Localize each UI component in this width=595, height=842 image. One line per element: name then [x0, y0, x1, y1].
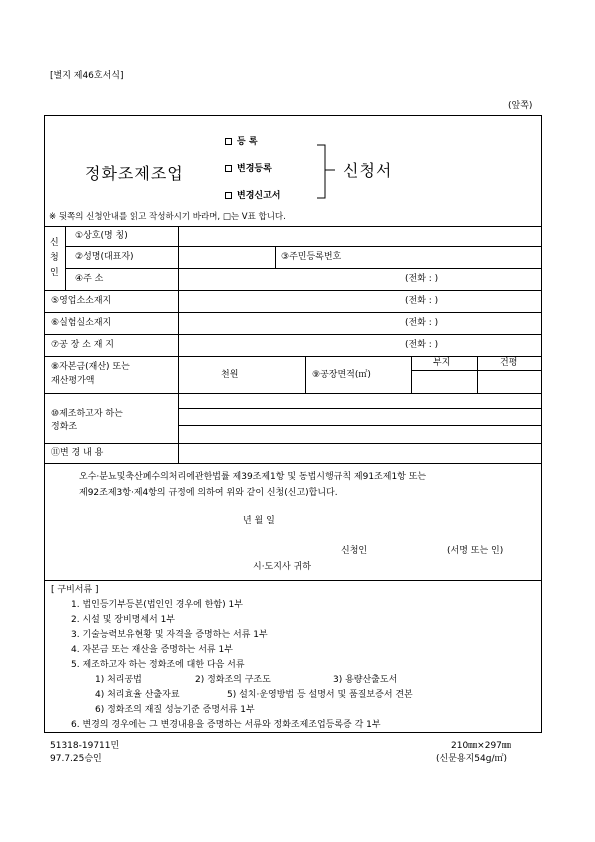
- document-item: 6. 변경의 경우에는 그 변경내용을 증명하는 서류와 정화조제조업등록증 각 1부: [71, 720, 381, 730]
- building-area-field[interactable]: [479, 372, 539, 391]
- changes-field[interactable]: [181, 446, 537, 461]
- footer-code: 51318-19711민: [50, 741, 120, 751]
- applicant-group-label-3: 인: [50, 268, 59, 278]
- representative-label: ②성명(대표자): [75, 252, 134, 262]
- addressee: 시·도지사 귀하: [253, 562, 311, 572]
- resident-id-field[interactable]: [365, 250, 535, 265]
- capital-unit: 천원: [221, 370, 239, 380]
- option-register[interactable]: 등 록: [225, 134, 258, 147]
- document-subitem: 3) 용량산출도서: [333, 675, 398, 685]
- company-name-field[interactable]: [181, 229, 537, 244]
- statement-line-1: 오수·분뇨및축산폐수의처리에관한법률 제39조제1항 및 동법시행규칙 제91조제1항 또는: [79, 472, 427, 482]
- footer-paper-size: 210㎜×297㎜: [451, 741, 511, 751]
- document-subitem: 5) 설치·운영방법 등 설명서 및 품질보증서 견본: [227, 690, 413, 700]
- changes-label: ⑪변 경 내 용: [51, 448, 104, 458]
- factory-area-label: ⑨공장면적(㎡): [312, 370, 371, 380]
- application-form: [44, 115, 542, 733]
- page-side-label: (앞쪽): [508, 101, 533, 111]
- footer-paper-type: (신문용지54g/㎡): [436, 754, 507, 764]
- document-subitem: 2) 정화조의 구조도: [195, 675, 271, 685]
- notice-text: ※ 뒷쪽의 신청안내를 읽고 작성하시기 바라며, □는 V표 합니다.: [49, 212, 286, 222]
- document-item: 4. 자본금 또는 재산을 증명하는 서류 1부: [71, 645, 233, 655]
- brace-icon: [315, 144, 337, 200]
- lab-location-label: ⑥실험실소재지: [51, 318, 112, 328]
- address-phone: (전화 : ): [405, 274, 439, 284]
- applicant-group-label-2: 청: [50, 253, 59, 263]
- option-change-report[interactable]: 변경신고서: [225, 188, 280, 201]
- address-field[interactable]: [181, 271, 401, 286]
- resident-id-label: ③주민등록번호: [281, 252, 342, 262]
- applicant-sign-label: 신청인: [341, 546, 368, 556]
- checkbox-icon[interactable]: [225, 165, 232, 172]
- company-name-label: ①상호(명 칭): [75, 231, 128, 241]
- building-area-label: 건평: [500, 358, 518, 368]
- option-change-register[interactable]: 변경등록: [225, 161, 272, 174]
- address-label: ④주 소: [75, 274, 104, 284]
- capital-label-2: 재산평가액: [51, 376, 95, 386]
- office-location-label: ⑤영업소소재지: [51, 296, 112, 306]
- capital-label-1: ⑧자본금(재산) 또는: [51, 362, 130, 372]
- factory-location-field[interactable]: [181, 337, 401, 352]
- form-number: [별지 제46호서식]: [50, 71, 124, 81]
- checkbox-icon[interactable]: [225, 192, 232, 199]
- representative-field[interactable]: [181, 250, 271, 265]
- statement-line-2: 제92조제3항·제4항의 규정에 의하여 위와 같이 신청(신고)합니다.: [79, 488, 338, 498]
- form-title-suffix: 신청서: [343, 161, 393, 180]
- document-subitem: 1) 처리공법: [95, 675, 142, 685]
- checkbox-icon[interactable]: [225, 138, 232, 145]
- form-title: 정화조제조업: [85, 164, 184, 183]
- document-subitem: 4) 처리효율 산출자료: [95, 690, 180, 700]
- factory-location-label: ⑦공 장 소 재 지: [51, 340, 114, 350]
- document-subitem: 6) 정화조의 재질 성능기준 증명서류 1부: [95, 705, 255, 715]
- signature-label: (서명 또는 인): [447, 546, 504, 556]
- date-line: 년 월 일: [243, 516, 275, 526]
- site-area-label: 부지: [433, 358, 451, 368]
- lab-phone: (전화 : ): [405, 318, 439, 328]
- products-label-1: ⑩제조하고자 하는: [51, 409, 123, 419]
- applicant-group-label-1: 신: [50, 238, 59, 248]
- office-phone: (전화 : ): [405, 296, 439, 306]
- factory-phone: (전화 : ): [405, 340, 439, 350]
- site-area-field[interactable]: [413, 372, 475, 391]
- products-label-2: 정화조: [51, 422, 78, 432]
- footer-approval: 97.7.25승인: [50, 754, 102, 764]
- document-item: 1. 법인등기부등본(법인인 경우에 한함) 1부: [71, 600, 243, 610]
- products-field[interactable]: [181, 396, 537, 440]
- lab-location-field[interactable]: [181, 315, 401, 330]
- document-item: 2. 시설 및 장비명세서 1부: [71, 615, 176, 625]
- document-item: 3. 기술능력보유현황 및 자격을 증명하는 서류 1부: [71, 630, 268, 640]
- documents-title: [ 구비서류 ]: [51, 585, 99, 595]
- document-item: 5. 제조하고자 하는 정화조에 대한 다음 서류: [71, 660, 245, 670]
- office-location-field[interactable]: [181, 293, 401, 308]
